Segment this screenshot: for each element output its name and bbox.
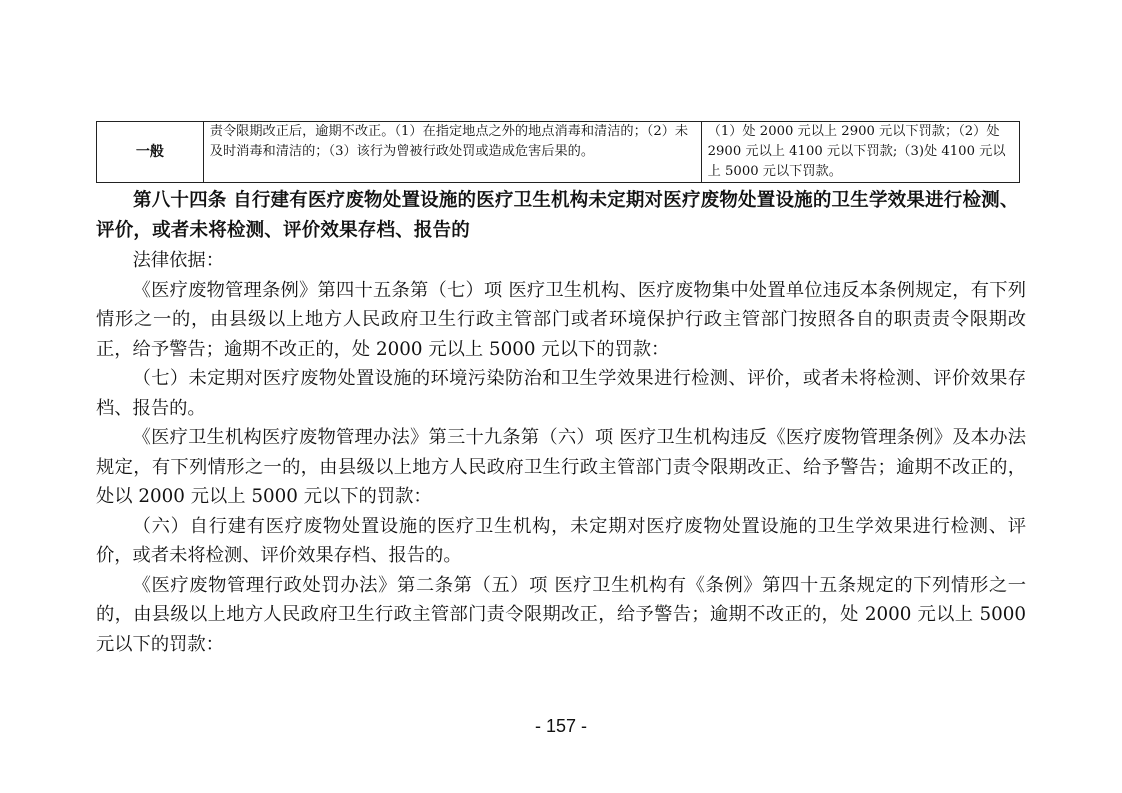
penalty-cell: （1）处 2000 元以上 2900 元以下罚款；（2）处 2900 元以上 4100 元以下罚款;（3)处 4100 元以上 5000 元以下罚款。	[701, 122, 1019, 183]
regulation-item: （七）未定期对医疗废物处置设施的环境污染防治和卫生学效果进行检测、评价，或者未将检测、评价效果存档、报告的。	[96, 368, 1026, 419]
regulation-paragraph: 《医疗废物管理条例》第四十五条第（七）项 医疗卫生机构、医疗废物集中处置单位违反本条例规定，有下列情形之一的，由县级以上地方人民政府卫生行政主管部门或者环境保护行政主管部门按照各自的职责责令限期改正，给予警告；逾期不改正的，处 2000 元以上 5000 元以下的罚款：	[96, 279, 1026, 360]
legal-basis-label: 法律依据：	[132, 250, 224, 271]
severity-level-cell: 一般	[97, 122, 204, 183]
table-row	[97, 122, 1020, 183]
article-body	[96, 186, 1026, 659]
article-heading: 第八十四条 自行建有医疗废物处置设施的医疗卫生机构未定期对医疗废物处置设施的卫生学效果进行检测、评价，或者未将检测、评价效果存档、报告的	[96, 190, 1019, 241]
penalty-table	[96, 121, 1020, 183]
regulation-paragraph: 《医疗废物管理行政处罚办法》第二条第（五）项 医疗卫生机构有《条例》第四十五条规定的下列情形之一的，由县级以上地方人民政府卫生行政主管部门责令限期改正，给予警告；逾期不改正的，处 2000 元以上 5000 元以下的罚款：	[96, 574, 1026, 655]
page-number: - 157 -	[534, 716, 588, 736]
circumstances-cell: 责令限期改正后，逾期不改正。（1）在指定地点之外的地点消毒和清洁的；（2）未及时消毒和清洁的；（3）该行为曾被行政处罚或造成危害后果的。	[203, 122, 701, 183]
regulation-paragraph: 《医疗卫生机构医疗废物管理办法》第三十九条第（六）项 医疗卫生机构违反《医疗废物管理条例》及本办法规定，有下列情形之一的，由县级以上地方人民政府卫生行政主管部门责令限期改正、给予警告；逾期不改正的，处以 2000 元以上 5000 元以下的罚款：	[96, 427, 1026, 507]
regulation-item: （六）自行建有医疗废物处置设施的医疗卫生机构，未定期对医疗废物处置设施的卫生学效果进行检测、评价，或者未将检测、评价效果存档、报告的。	[96, 515, 1026, 566]
